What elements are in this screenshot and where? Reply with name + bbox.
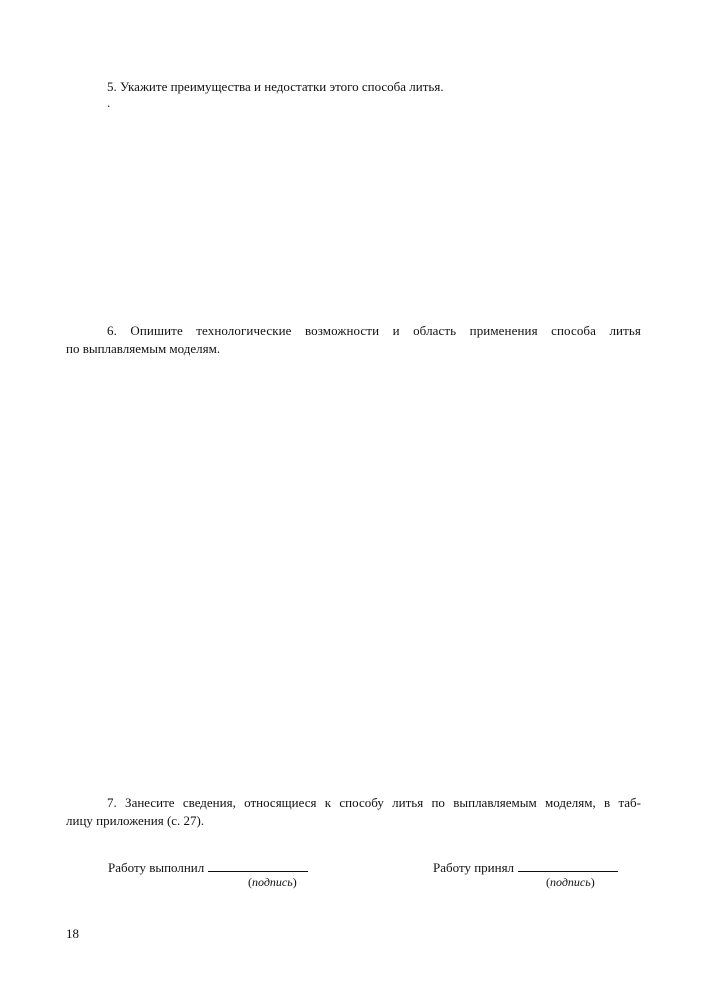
- signature-caption-text: подпись: [550, 875, 591, 889]
- signature-performed-caption: (подпись): [248, 875, 297, 889]
- question-6-line-1: 6. Опишите технологические возможности и область применения способа литья: [107, 323, 641, 338]
- question-7-line-2: лицу приложения (с. 27).: [66, 813, 205, 828]
- signature-caption-text: подпись: [252, 875, 293, 889]
- signature-performed-line: [208, 858, 308, 872]
- question-5-mark: .: [107, 95, 111, 110]
- question-6: [66, 322, 641, 358]
- question-5: [66, 78, 641, 110]
- question-7: [66, 794, 641, 830]
- question-6-line-2: по выплавляемым моделям.: [66, 341, 221, 356]
- page-number: 18: [66, 926, 79, 941]
- signature-accepted-line: [518, 858, 618, 872]
- signature-accepted-label: Работу принял: [433, 860, 515, 875]
- signature-accepted-caption: (подпись): [546, 875, 595, 889]
- question-5-text: 5. Укажите преимущества и недостатки этого способа литья.: [107, 79, 444, 94]
- signature-performed-label: Работу выполнил: [108, 860, 205, 875]
- question-7-line-1: 7. Занесите сведения, относящиеся к способу литья по выплавляемым моделям, в таб-: [107, 795, 641, 810]
